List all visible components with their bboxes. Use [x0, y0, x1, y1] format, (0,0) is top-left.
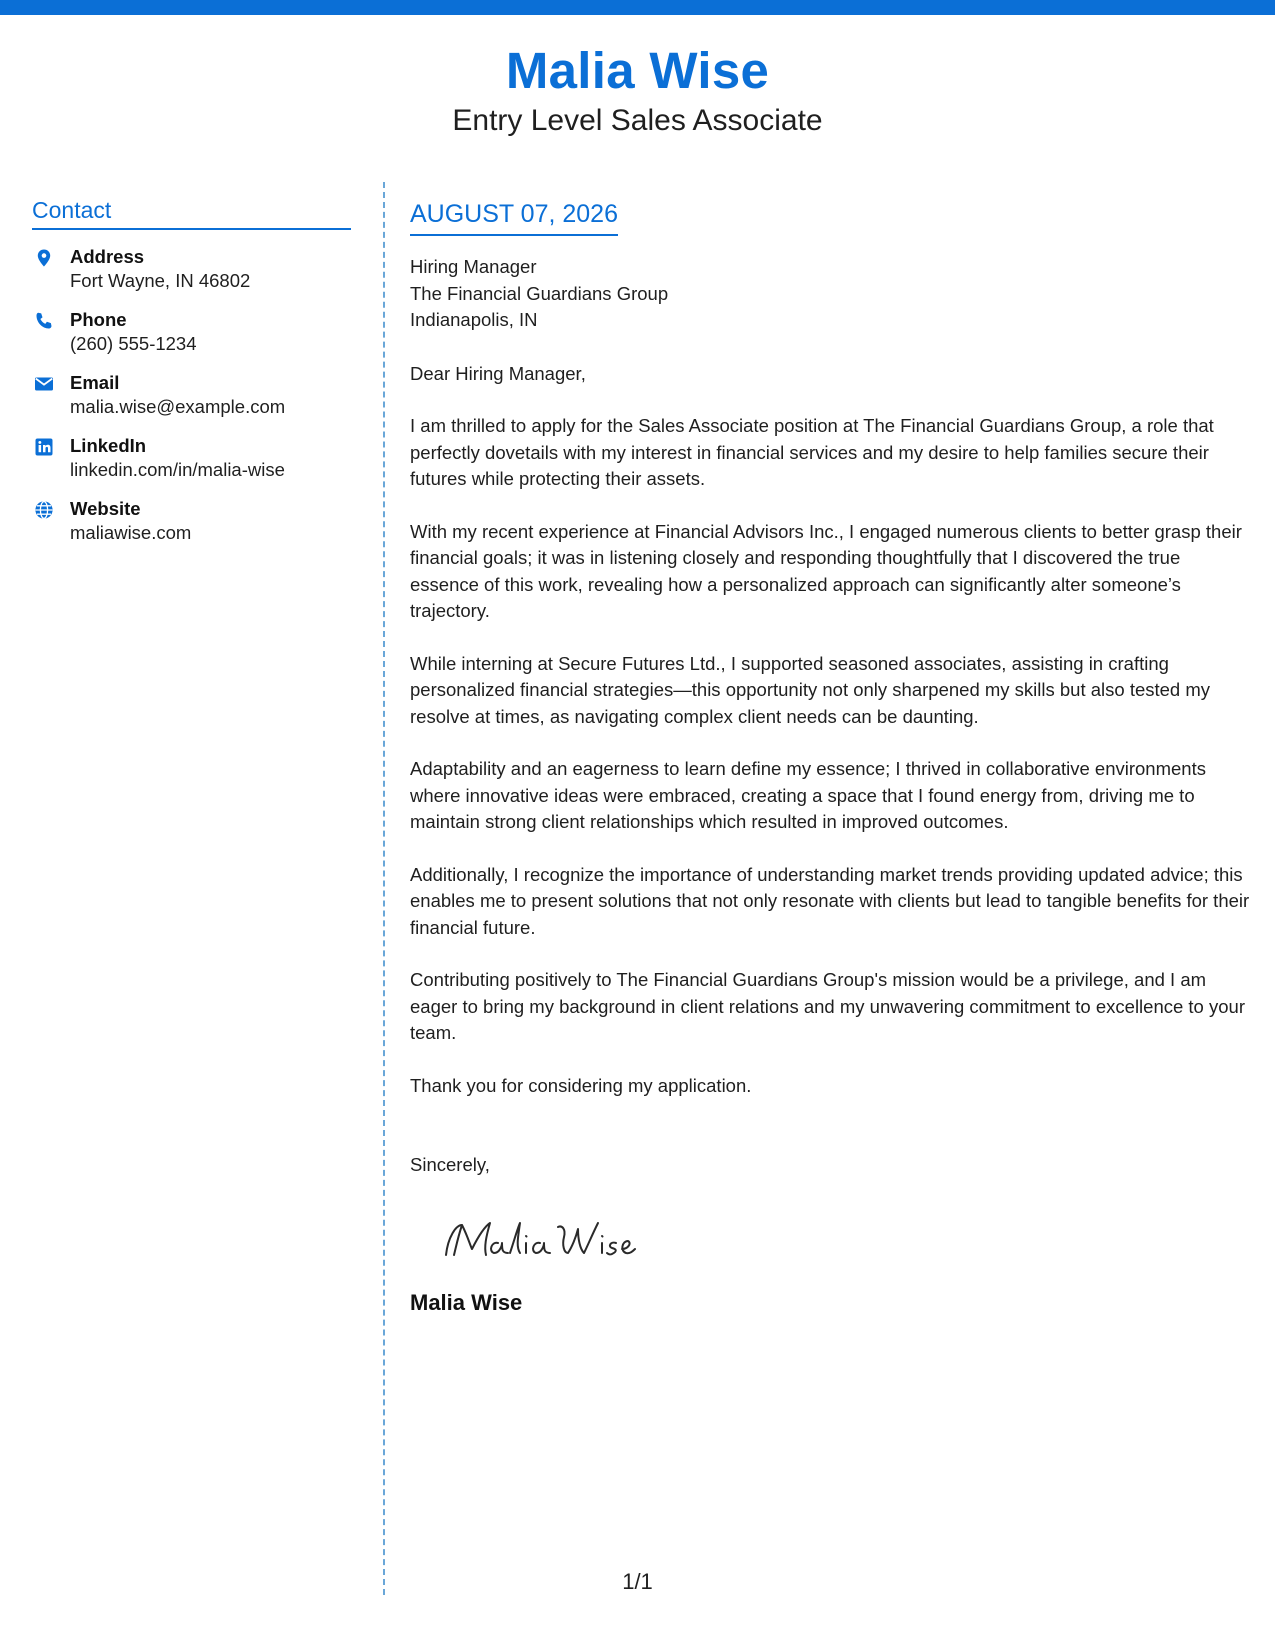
column-divider: [383, 182, 385, 1595]
contact-label-address: Address: [70, 246, 145, 267]
header: [0, 40, 1275, 140]
linkedin-icon: [34, 437, 54, 457]
contact-sidebar: [32, 196, 351, 561]
job-title: Entry Level Sales Associate: [452, 104, 823, 137]
top-accent-bar: [0, 0, 1275, 15]
body-paragraph: Contributing positively to The Financial Guardians Group's mission would be a privilege, and I am eager to bring my background in client relations and my unwavering commitment to excellence to your team.: [410, 969, 1245, 1043]
contact-value-email: malia.wise@example.com: [70, 396, 286, 417]
handwritten-signature: [438, 1207, 1250, 1279]
contact-item-linkedin: [32, 435, 351, 498]
salutation: Dear Hiring Manager,: [410, 362, 586, 384]
email-icon: [34, 374, 54, 394]
contact-label-linkedin: LinkedIn: [70, 435, 147, 456]
contact-label-phone: Phone: [70, 309, 127, 330]
body-paragraph: While interning at Secure Futures Ltd., I supported seasoned associates, assisting in crafting personalized financial strategies—this opportunity not only sharpened my skills but also tested my resolve at times, as navigating complex client needs can be daunting.: [410, 652, 1211, 727]
contact-item-address: [32, 246, 351, 309]
page-number: 1/1: [622, 1569, 653, 1594]
contact-value-phone: (260) 555-1234: [70, 333, 197, 354]
letter-date: AUGUST 07, 2026: [410, 198, 618, 236]
signer-name: Malia Wise: [410, 1289, 523, 1315]
phone-icon: [34, 311, 54, 331]
contact-value-linkedin: linkedin.com/in/malia-wise: [70, 459, 285, 480]
contact-item-phone: [32, 309, 351, 372]
body-paragraph: Adaptability and an eagerness to learn define my essence; I thrived in collaborative environments where innovative ideas were embraced, creating a space that I found energy from, driving me to maintain strong client relationships which resulted in improved outcomes.: [410, 758, 1206, 832]
recipient-line: The Financial Guardians Group: [410, 282, 669, 304]
contact-heading: Contact: [32, 196, 351, 230]
closing: Sincerely,: [410, 1154, 490, 1175]
recipient-line: Hiring Manager: [410, 256, 537, 277]
recipient-block: [410, 254, 1250, 334]
body-paragraph: I am thrilled to apply for the Sales Associate position at The Financial Guardians Group, a role that perfectly dovetails with my interest in financial services and my desire to help families secure their futures while protecting their assets.: [410, 415, 1214, 489]
contact-label-website: Website: [70, 498, 141, 519]
contact-item-website: [32, 498, 351, 561]
contact-item-email: [32, 372, 351, 435]
contact-label-email: Email: [70, 372, 120, 393]
contact-value-website: maliawise.com: [70, 522, 192, 543]
contact-value-address: Fort Wayne, IN 46802: [70, 270, 251, 291]
body-paragraph: Thank you for considering my application.: [410, 1074, 752, 1096]
map-pin-icon: [34, 248, 54, 268]
body-paragraph: Additionally, I recognize the importance of understanding market trends providing updated advice; this enables me to present solutions that not only resonate with clients but lead to tangible benefits for their financial future.: [410, 863, 1250, 938]
globe-icon: [34, 500, 54, 520]
applicant-name: Malia Wise: [505, 42, 770, 99]
body-paragraph: With my recent experience at Financial Advisors Inc., I engaged numerous clients to better grasp their financial goals; it was in listening closely and responding thoughtfully that I discovered the true essence of this work, revealing how a personalized approach can significantly alter someone’s trajectory.: [410, 520, 1242, 621]
letter-body: [410, 198, 1250, 1317]
recipient-line: Indianapolis, IN: [410, 309, 538, 330]
contact-list: [32, 246, 351, 561]
